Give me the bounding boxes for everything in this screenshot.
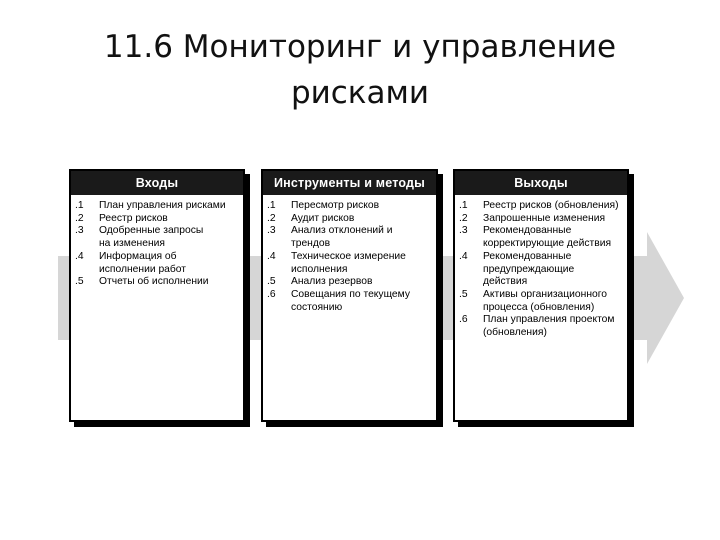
list-item	[75, 200, 241, 213]
list-item	[267, 200, 434, 213]
item-number: .6	[267, 288, 276, 300]
tools-list	[263, 195, 436, 314]
item-text: Отчеты об исполнении	[99, 276, 209, 288]
item-text: Одобренные запросы на изменения	[99, 225, 204, 250]
list-item	[459, 200, 625, 213]
item-number: .5	[459, 288, 468, 300]
item-number: .5	[75, 276, 84, 288]
item-text: Аудит рисков	[291, 212, 355, 224]
item-text: Запрошенные изменения	[483, 212, 606, 224]
list-item	[459, 289, 625, 314]
outputs-panel	[453, 169, 629, 422]
list-item	[75, 225, 241, 250]
item-number: .2	[267, 212, 276, 224]
list-item	[459, 225, 625, 250]
inputs-panel	[69, 169, 245, 422]
list-item	[267, 289, 434, 314]
item-text: Совещания по текущему состоянию	[291, 288, 411, 313]
item-number: .4	[267, 250, 276, 262]
item-text: Пересмотр рисков	[291, 200, 380, 211]
item-number: .4	[75, 250, 84, 262]
list-item	[75, 251, 241, 276]
tools-panel-header: Инструменты и методы	[263, 171, 436, 195]
inputs-panel-header: Входы	[71, 171, 243, 195]
list-item	[267, 213, 434, 226]
list-item	[459, 251, 625, 289]
item-number: .4	[459, 250, 468, 262]
item-number: .1	[75, 200, 84, 211]
item-text: Информация об исполнении работ	[99, 250, 187, 275]
item-text: Рекомендованные корректирующие действия	[483, 225, 612, 250]
list-item	[459, 213, 625, 226]
tools-panel	[261, 169, 438, 422]
list-item	[267, 251, 434, 276]
item-number: .2	[75, 212, 84, 224]
item-number: .2	[459, 212, 468, 224]
item-text: Техническое измерение исполнения	[291, 250, 406, 275]
item-text: Активы организационного процесса (обновления)	[483, 288, 608, 313]
item-text: План управления проектом (обновления)	[483, 314, 615, 339]
slide-title-line-2: рисками	[290, 75, 430, 111]
item-text: Рекомендованные предупреждающие действия	[483, 250, 575, 288]
list-item	[459, 314, 625, 339]
item-number: .6	[459, 314, 468, 326]
outputs-panel-header: Выходы	[455, 171, 627, 195]
item-number: .5	[267, 276, 276, 288]
item-number: .1	[459, 200, 468, 211]
item-number: .3	[267, 225, 276, 237]
item-number: .3	[75, 225, 84, 237]
item-text: План управления рисками	[99, 200, 226, 211]
outputs-list	[455, 195, 627, 340]
item-text: Анализ отклонений и трендов	[291, 225, 393, 250]
item-text: Реестр рисков (обновления)	[483, 200, 619, 211]
item-number: .3	[459, 225, 468, 237]
item-number: .1	[267, 200, 276, 211]
list-item	[75, 276, 241, 289]
list-item	[267, 225, 434, 250]
inputs-list	[71, 195, 243, 289]
item-text: Анализ резервов	[291, 276, 373, 288]
item-text: Реестр рисков	[99, 212, 168, 224]
slide-title-line-1: 11.6 Мониторинг и управление	[103, 29, 617, 65]
list-item	[75, 213, 241, 226]
list-item	[267, 276, 434, 289]
